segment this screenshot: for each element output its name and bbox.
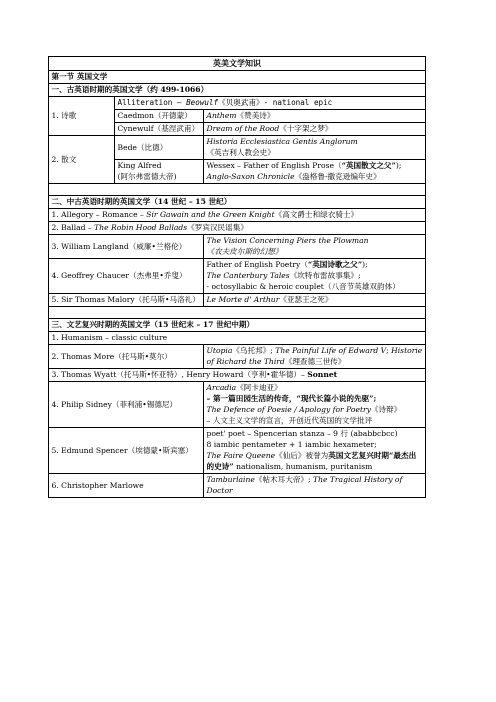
era3-heading: 三、文艺复兴时期的英国文学（15 世纪末 – 17 世纪中期） bbox=[49, 318, 426, 331]
spenser-works: poet' poet – Spencerian stanza – 9 行 (ababbcbcc) 8 iambic pentameter + 1 iambic hexameter; The Faire Queene《仙后》被誉为英国文艺复兴时期“最杰出的史诗” nationalism, humanism, puritanism bbox=[204, 427, 426, 473]
era1-heading: 一、古英语时期的英国文学（约 499-1066） bbox=[49, 83, 426, 96]
alfred-works: Wessex – Father of English Prose（“英国散文之父”); Anglo-Saxon Chronicle《盎格鲁-撒克逊编年史》 bbox=[204, 159, 426, 183]
bede-cell: Bede（比德） bbox=[115, 135, 204, 159]
cynewulf-cell: Cynewulf（基涅武甫） bbox=[115, 122, 204, 135]
wyatt-row: 3. Thomas Wyatt（托马斯•怀亚特）, Henry Howard（亨利•霍华德）– Sonnet bbox=[49, 368, 426, 381]
sidney-cell: 4. Philip Sidney（菲利浦•锡德尼） bbox=[49, 381, 204, 427]
langland-cell: 3. William Langland（威廉•兰格伦） bbox=[49, 234, 204, 258]
literature-table bbox=[48, 56, 426, 498]
cynewulf-works: Dream of the Rood《十字架之梦》 bbox=[204, 122, 426, 135]
sidney-works: Arcadia《阿卡迪亚》 – 第一篇田园生活的传奇，“现代长篇小说的先驱”; The Defence of Poesie / Apology for Poetry《诗辩》 – 人文主义文学的宣言，开创近代英国的文学批评 bbox=[204, 381, 426, 427]
malory-cell: 5. Sir Thomas Malory（托马斯•马洛礼） bbox=[49, 293, 204, 306]
langland-works: The Vision Concerning Piers the Plowman 《农夫皮尔斯的幻想》 bbox=[204, 234, 426, 258]
malory-works: Le Morte d' Arthur《亚瑟王之死》 bbox=[204, 293, 426, 306]
more-works: Utopia《乌托邦》; The Painful Life of Edward V; Historie of Richard the Third《理查德三世传》 bbox=[204, 344, 426, 368]
document-page bbox=[48, 56, 425, 498]
document-title: 英美文学知识 bbox=[49, 57, 426, 71]
humanism-row: 1. Humanism – classic culture bbox=[49, 331, 426, 344]
marlowe-works: Tamburlaine《帖木耳大帝》; The Tragical History of Doctor bbox=[204, 473, 426, 497]
poetry-label: 1. 诗歌 bbox=[49, 96, 115, 135]
bede-works: Historia Ecclesiastica Gentis Anglorum《英吉利人教会史》 bbox=[204, 135, 426, 159]
era2-heading: 二、中古英语时期的英国文学（14 世纪 – 15 世纪） bbox=[49, 195, 426, 208]
alfred-cell: King Alfred (阿尔弗雷德大帝) bbox=[115, 159, 204, 183]
spenser-cell: 5. Edmund Spencer（埃德蒙•斯宾塞） bbox=[49, 427, 204, 473]
alliteration-row: Alliteration – Beowulf《贝奥武甫》- national epic bbox=[115, 96, 426, 109]
caedmon-works: Anthem《赞美诗》 bbox=[204, 109, 426, 122]
chaucer-cell: 4. Geoffrey Chaucer（杰弗里•乔叟） bbox=[49, 258, 204, 293]
marlowe-cell: 6. Christopher Marlowe bbox=[49, 473, 204, 497]
spacer-row bbox=[49, 306, 426, 318]
section-heading: 第一节 英国文学 bbox=[49, 70, 426, 83]
chaucer-works: Father of English Poetry（“英国诗歌之父”); The Canterbury Tales《坎特布雷故事集》; - octosyllabic & heroic couplet（八音节英雄双韵体） bbox=[204, 258, 426, 293]
allegory-row: 1. Allegory – Romance – Sir Gawain and the Green Knight《高文爵士和绿衣骑士》 bbox=[49, 208, 426, 221]
ballad-row: 2. Ballad – The Robin Hood Ballads《罗宾汉民谣集》 bbox=[49, 221, 426, 234]
caedmon-cell: Caedmon（开德蒙） bbox=[115, 109, 204, 122]
spacer-row bbox=[49, 183, 426, 195]
prose-label: 2. 散文 bbox=[49, 135, 115, 183]
more-cell: 2. Thomas More（托马斯•莫尔） bbox=[49, 344, 204, 368]
